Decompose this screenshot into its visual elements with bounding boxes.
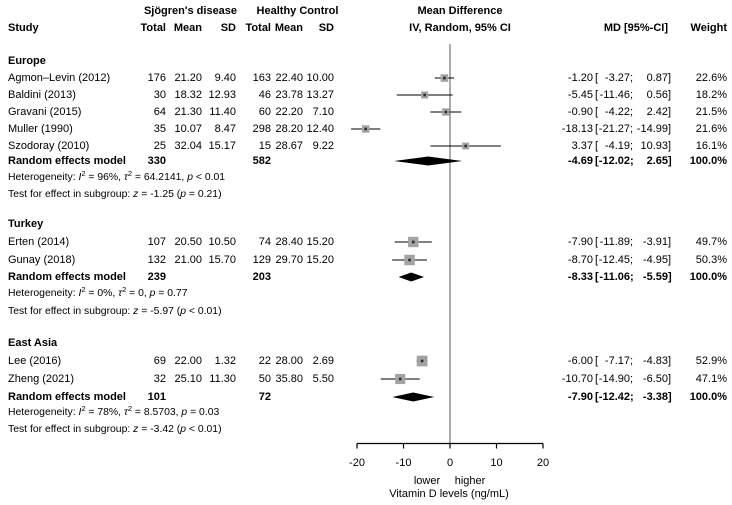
mean-control: 28.20 bbox=[275, 123, 303, 135]
mean-control: 29.70 bbox=[275, 254, 303, 266]
ci-bracket-close: ] bbox=[668, 123, 672, 135]
x-axis-tick-label: 10 bbox=[490, 457, 503, 469]
col-header-study: Study bbox=[8, 22, 39, 34]
weight-value: 100.0% bbox=[689, 271, 727, 283]
effect-point bbox=[408, 259, 411, 262]
mean-sjogren: 21.30 bbox=[174, 106, 202, 118]
ci-lower: -11.06 bbox=[599, 271, 630, 283]
md-value: -0.90 bbox=[567, 106, 593, 118]
md-value: -8.70 bbox=[567, 254, 593, 266]
ci-lower: -3.27 bbox=[604, 72, 630, 84]
total-control: 60 bbox=[258, 106, 271, 118]
total-control: 74 bbox=[258, 236, 271, 248]
sd-control: 7.10 bbox=[312, 106, 334, 118]
subgroup-test-note: Test for effect in subgroup: z = -3.42 (p < 0.01) bbox=[8, 424, 222, 435]
sd-sjogren: 1.32 bbox=[214, 355, 236, 367]
md-value: -1.20 bbox=[567, 72, 593, 84]
total-sjogren: 176 bbox=[147, 72, 166, 84]
effect-point bbox=[445, 111, 448, 114]
md-value: -5.45 bbox=[567, 89, 593, 101]
ci-separator: ; bbox=[630, 106, 634, 118]
subgroup-test-note: Test for effect in subgroup: z = -5.97 (p < 0.01) bbox=[8, 306, 222, 317]
heterogeneity-note: Heterogeneity: $I^2 = 0\%$, $\tau^2 = 0$, p = 0.77 bbox=[8, 285, 188, 299]
md-value: -6.00 bbox=[567, 355, 593, 367]
ci-lower: -4.22 bbox=[604, 106, 630, 118]
ci-separator: ; bbox=[630, 373, 634, 385]
ci-upper: 0.87 bbox=[646, 72, 668, 84]
x-axis-title: Vitamin D levels (ng/mL) bbox=[389, 488, 509, 500]
axis-label-higher: higher bbox=[454, 475, 486, 487]
col-header-sd-sjogren: SD bbox=[220, 22, 236, 34]
sd-control: 5.50 bbox=[312, 373, 334, 385]
mean-control: 22.40 bbox=[275, 72, 303, 84]
ci-lower: -21.27 bbox=[598, 123, 630, 135]
pooled-total-sjogren: 239 bbox=[147, 271, 166, 283]
weight-value: 100.0% bbox=[689, 391, 727, 403]
pooled-total-control: 582 bbox=[252, 155, 271, 167]
sd-control: 9.22 bbox=[312, 140, 334, 152]
ci-bracket-open: [ bbox=[595, 89, 599, 101]
weight-value: 16.1% bbox=[695, 140, 727, 152]
ci-upper: 10.93 bbox=[640, 140, 668, 152]
sd-sjogren: 12.93 bbox=[208, 89, 236, 101]
ci-bracket-close: ] bbox=[668, 236, 672, 248]
mean-sjogren: 22.00 bbox=[174, 355, 202, 367]
pooled-label: Random effects model bbox=[8, 271, 126, 283]
total-control: 50 bbox=[258, 373, 271, 385]
mean-sjogren: 20.50 bbox=[174, 236, 202, 248]
ci-separator: ; bbox=[630, 236, 634, 248]
ci-upper: -3.91 bbox=[642, 236, 668, 248]
total-control: 298 bbox=[252, 123, 271, 135]
ci-lower: -12.42 bbox=[598, 391, 630, 403]
study-name: Gunay (2018) bbox=[8, 254, 76, 266]
effect-point bbox=[399, 378, 402, 381]
mean-sjogren: 18.32 bbox=[174, 89, 202, 101]
ci-bracket-close: ] bbox=[668, 106, 672, 118]
total-control: 129 bbox=[252, 254, 271, 266]
weight-value: 47.1% bbox=[695, 373, 727, 385]
total-control: 15 bbox=[258, 140, 271, 152]
md-value: 3.37 bbox=[571, 140, 593, 152]
study-name: Gravani (2015) bbox=[8, 106, 82, 118]
weight-value: 52.9% bbox=[695, 355, 727, 367]
col-header-mean-sjogren: Mean bbox=[173, 22, 202, 34]
ci-upper: -6.50 bbox=[642, 373, 668, 385]
ci-lower: -4.19 bbox=[604, 140, 630, 152]
pooled-total-control: 72 bbox=[258, 391, 271, 403]
mean-sjogren: 25.10 bbox=[174, 373, 202, 385]
col-header-md-ci: MD [95%-CI] bbox=[603, 22, 668, 34]
col-header-group-control: Healthy Control bbox=[256, 5, 339, 17]
md-value: -7.90 bbox=[567, 391, 593, 403]
sd-sjogren: 9.40 bbox=[214, 72, 236, 84]
weight-value: 21.6% bbox=[695, 123, 727, 135]
heterogeneity-note: Heterogeneity: $I^2 = 78\%$, $\tau^2 = 8.5703$, p = 0.03 bbox=[8, 404, 220, 418]
group-label: Europe bbox=[8, 55, 46, 67]
study-name: Agmon–Levin (2012) bbox=[8, 72, 111, 84]
mean-control: 28.40 bbox=[275, 236, 303, 248]
ci-bracket-close: ] bbox=[668, 373, 672, 385]
ci-lower: -12.02 bbox=[598, 155, 630, 167]
total-sjogren: 64 bbox=[153, 106, 166, 118]
md-value: -8.33 bbox=[567, 271, 593, 283]
pooled-total-sjogren: 330 bbox=[147, 155, 166, 167]
ci-bracket-open: [ bbox=[595, 72, 599, 84]
total-control: 22 bbox=[258, 355, 271, 367]
ci-bracket-close: ] bbox=[668, 72, 672, 84]
mean-sjogren: 32.04 bbox=[174, 140, 202, 152]
mean-control: 28.00 bbox=[275, 355, 303, 367]
weight-value: 18.2% bbox=[695, 89, 727, 101]
x-axis-tick-label: -20 bbox=[349, 457, 365, 469]
ci-separator: ; bbox=[630, 391, 634, 403]
ci-lower: -11.89 bbox=[599, 236, 630, 248]
ci-bracket-close: ] bbox=[668, 89, 672, 101]
study-name: Lee (2016) bbox=[8, 355, 62, 367]
md-value: -4.69 bbox=[567, 155, 593, 167]
ci-bracket-close: ] bbox=[668, 391, 672, 403]
pooled-diamond bbox=[399, 273, 424, 282]
col-header-weight: Weight bbox=[690, 22, 727, 34]
ci-upper: -14.99 bbox=[636, 123, 668, 135]
pooled-total-sjogren: 101 bbox=[147, 391, 166, 403]
effect-point bbox=[421, 360, 424, 363]
ci-bracket-open: [ bbox=[595, 355, 599, 367]
ci-upper: -5.59 bbox=[642, 271, 668, 283]
total-sjogren: 32 bbox=[153, 373, 166, 385]
col-header-effect-model: IV, Random, 95% CI bbox=[409, 22, 511, 34]
mean-sjogren: 21.00 bbox=[174, 254, 202, 266]
ci-bracket-open: [ bbox=[595, 391, 599, 403]
pooled-label: Random effects model bbox=[8, 391, 126, 403]
x-axis-tick-label: 0 bbox=[446, 457, 454, 469]
md-value: -10.70 bbox=[561, 373, 593, 385]
ci-bracket-open: [ bbox=[595, 155, 599, 167]
total-sjogren: 69 bbox=[153, 355, 166, 367]
study-name: Szodoray (2010) bbox=[8, 140, 90, 152]
ci-bracket-open: [ bbox=[595, 373, 599, 385]
weight-value: 49.7% bbox=[695, 236, 727, 248]
ci-lower: -14.90 bbox=[598, 373, 630, 385]
effect-point bbox=[423, 94, 426, 97]
mean-control: 23.78 bbox=[275, 89, 303, 101]
ci-bracket-close: ] bbox=[668, 140, 672, 152]
mean-control: 35.80 bbox=[275, 373, 303, 385]
md-value: -18.13 bbox=[561, 123, 593, 135]
study-name: Baldini (2013) bbox=[8, 89, 76, 101]
ci-lower: -11.46 bbox=[599, 89, 630, 101]
col-header-effect: Mean Difference bbox=[417, 5, 503, 17]
ci-upper: -4.95 bbox=[642, 254, 668, 266]
ci-bracket-open: [ bbox=[595, 254, 599, 266]
col-header-total-sjogren: Total bbox=[140, 22, 166, 34]
ci-bracket-close: ] bbox=[668, 355, 672, 367]
total-sjogren: 107 bbox=[147, 236, 166, 248]
weight-value: 100.0% bbox=[689, 155, 727, 167]
ci-separator: ; bbox=[630, 140, 634, 152]
ci-bracket-open: [ bbox=[595, 106, 599, 118]
sd-control: 12.40 bbox=[306, 123, 334, 135]
study-name: Muller (1990) bbox=[8, 123, 73, 135]
ci-lower: -7.17 bbox=[604, 355, 630, 367]
study-name: Erten (2014) bbox=[8, 236, 70, 248]
ci-bracket-open: [ bbox=[595, 236, 599, 248]
ci-separator: ; bbox=[630, 155, 634, 167]
ci-upper: -4.83 bbox=[642, 355, 668, 367]
x-axis-tick-label: -10 bbox=[395, 457, 412, 469]
weight-value: 22.6% bbox=[695, 72, 727, 84]
heterogeneity-note: Heterogeneity: $I^2 = 96\%$, $\tau^2 = 64.2141$, p < 0.01 bbox=[8, 169, 226, 183]
sd-control: 10.00 bbox=[306, 72, 334, 84]
pooled-diamond bbox=[392, 393, 434, 402]
sd-sjogren: 11.40 bbox=[209, 106, 236, 118]
weight-value: 50.3% bbox=[695, 254, 727, 266]
total-sjogren: 132 bbox=[147, 254, 166, 266]
mean-control: 28.67 bbox=[275, 140, 303, 152]
col-header-total-control: Total bbox=[245, 22, 271, 34]
ci-bracket-open: [ bbox=[595, 271, 599, 283]
col-header-mean-control: Mean bbox=[274, 22, 303, 34]
sd-sjogren: 11.30 bbox=[209, 373, 236, 385]
axis-label-lower: lower bbox=[413, 475, 441, 487]
ci-upper: 2.65 bbox=[646, 155, 668, 167]
ci-separator: ; bbox=[630, 89, 634, 101]
mean-control: 22.20 bbox=[275, 106, 303, 118]
effect-point bbox=[464, 145, 467, 148]
ci-separator: ; bbox=[630, 271, 634, 283]
sd-control: 15.20 bbox=[306, 254, 334, 266]
effect-point bbox=[364, 128, 367, 131]
pooled-label: Random effects model bbox=[8, 155, 126, 167]
ci-lower: -12.45 bbox=[598, 254, 630, 266]
ci-separator: ; bbox=[630, 254, 634, 266]
sd-control: 15.20 bbox=[306, 236, 334, 248]
pooled-total-control: 203 bbox=[252, 271, 271, 283]
sd-sjogren: 15.17 bbox=[208, 140, 236, 152]
study-name: Zheng (2021) bbox=[8, 373, 75, 385]
sd-control: 13.27 bbox=[306, 89, 334, 101]
total-control: 163 bbox=[252, 72, 271, 84]
subgroup-test-note: Test for effect in subgroup: z = -1.25 (p = 0.21) bbox=[8, 189, 222, 200]
group-label: East Asia bbox=[8, 337, 58, 349]
group-label: Turkey bbox=[8, 218, 44, 230]
col-header-sd-control: SD bbox=[318, 22, 334, 34]
ci-bracket-open: [ bbox=[595, 123, 599, 135]
ci-separator: ; bbox=[630, 123, 634, 135]
mean-sjogren: 10.07 bbox=[174, 123, 202, 135]
total-control: 46 bbox=[258, 89, 271, 101]
ci-bracket-close: ] bbox=[668, 271, 672, 283]
effect-point bbox=[443, 77, 446, 80]
sd-sjogren: 15.70 bbox=[208, 254, 236, 266]
total-sjogren: 35 bbox=[153, 123, 166, 135]
ci-bracket-close: ] bbox=[668, 155, 672, 167]
ci-upper: 2.42 bbox=[646, 106, 668, 118]
sd-sjogren: 8.47 bbox=[214, 123, 236, 135]
mean-sjogren: 21.20 bbox=[174, 72, 202, 84]
ci-separator: ; bbox=[630, 355, 634, 367]
ci-upper: 0.56 bbox=[646, 89, 668, 101]
total-sjogren: 30 bbox=[153, 89, 166, 101]
ci-bracket-open: [ bbox=[595, 140, 599, 152]
x-axis-tick-label: 20 bbox=[536, 457, 550, 469]
sd-control: 2.69 bbox=[312, 355, 334, 367]
total-sjogren: 25 bbox=[153, 140, 166, 152]
weight-value: 21.5% bbox=[695, 106, 727, 118]
col-header-group-sjogren: Sjögren's disease bbox=[143, 5, 238, 17]
effect-point bbox=[412, 241, 415, 244]
ci-bracket-close: ] bbox=[668, 254, 672, 266]
ci-upper: -3.38 bbox=[642, 391, 668, 403]
pooled-diamond bbox=[394, 157, 462, 166]
ci-separator: ; bbox=[630, 72, 634, 84]
md-value: -7.90 bbox=[567, 236, 593, 248]
sd-sjogren: 10.50 bbox=[208, 236, 236, 248]
